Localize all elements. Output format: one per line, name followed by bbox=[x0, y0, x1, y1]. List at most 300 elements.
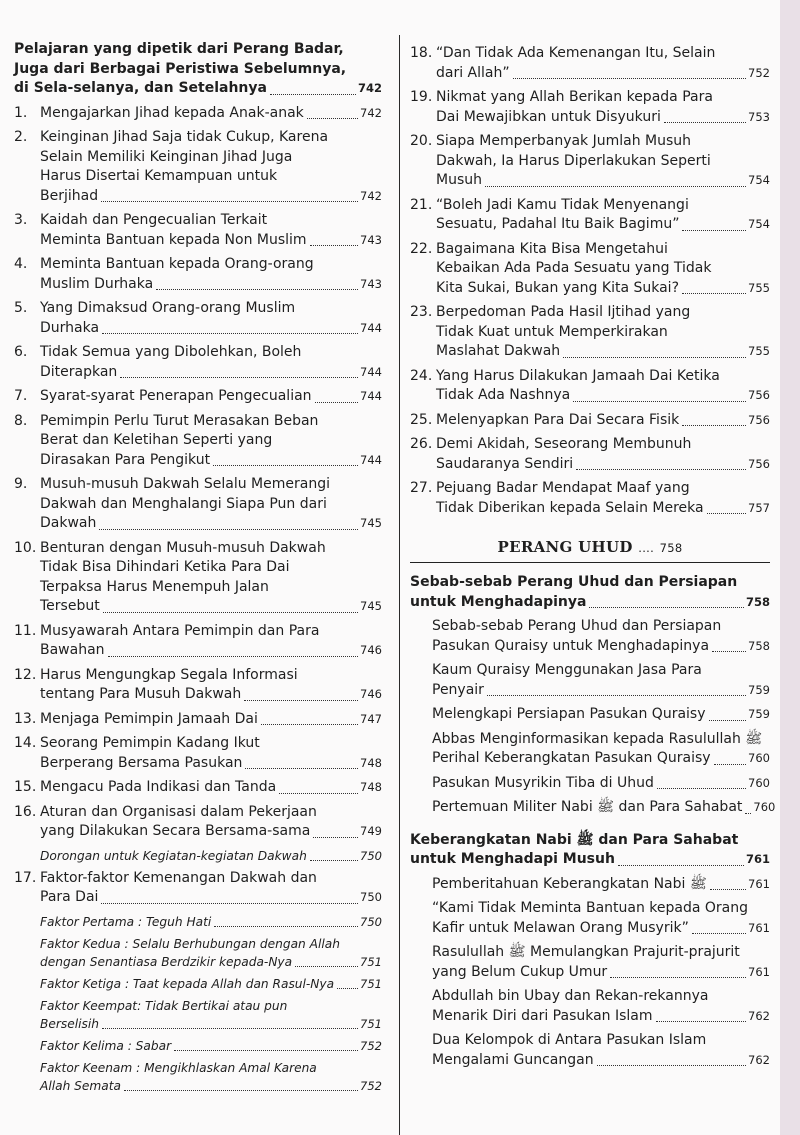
dot-leader bbox=[610, 977, 746, 978]
entry-body bbox=[432, 987, 770, 1026]
part-title-page: 758 bbox=[659, 541, 683, 555]
toc-entry[interactable] bbox=[14, 255, 382, 294]
entry-body bbox=[40, 935, 382, 971]
entry-title-line: Dakwah bbox=[40, 515, 97, 531]
dot-leader bbox=[315, 402, 359, 403]
entry-last-line bbox=[436, 215, 770, 235]
toc-entry[interactable] bbox=[14, 666, 382, 705]
entry-title-line: Perihal Keberangkatan Pasukan Quraisy bbox=[432, 750, 711, 766]
entry-body bbox=[40, 997, 382, 1033]
page-number: 746 bbox=[360, 643, 382, 657]
dot-leader bbox=[103, 612, 358, 613]
toc-entry[interactable] bbox=[410, 240, 770, 299]
entry-number: 3. bbox=[14, 212, 28, 228]
toc-entry[interactable] bbox=[432, 987, 770, 1026]
entry-title-line: Dirasakan Para Pengikut bbox=[40, 451, 211, 468]
entry-title-line: “Boleh Jadi Kamu Tidak Menyenangi bbox=[436, 196, 689, 213]
entry-body bbox=[410, 831, 770, 870]
toc-entry[interactable] bbox=[14, 412, 382, 471]
page-number: 750 bbox=[360, 890, 382, 904]
page-number: 744 bbox=[360, 452, 382, 467]
dot-leader bbox=[597, 1065, 746, 1066]
entry-last-line bbox=[436, 455, 770, 475]
toc-entry[interactable] bbox=[14, 128, 382, 206]
toc-entry[interactable] bbox=[14, 710, 382, 730]
dot-leader bbox=[108, 656, 359, 657]
entry-title-line: Tidak Semua yang Dibolehkan, Boleh bbox=[40, 344, 302, 360]
entry-number: 12. bbox=[14, 666, 37, 683]
entry-title-line: Allah Semata bbox=[40, 1078, 121, 1093]
entry-body bbox=[436, 240, 770, 299]
entry-number: 9. bbox=[14, 476, 28, 492]
entry-title-line: Tidak Kuat untuk Memperkirakan bbox=[436, 323, 668, 340]
toc-entry[interactable] bbox=[432, 705, 770, 725]
toc-entry[interactable] bbox=[432, 661, 770, 700]
entry-last-line bbox=[436, 279, 770, 299]
entry-body bbox=[432, 798, 775, 818]
dot-leader bbox=[307, 118, 358, 119]
entry-number: 5. bbox=[14, 300, 28, 316]
entry-last-line bbox=[40, 275, 382, 295]
page-number: 746 bbox=[360, 687, 382, 701]
entry-body bbox=[40, 869, 382, 908]
dot-leader bbox=[244, 700, 358, 701]
toc-entry[interactable] bbox=[14, 734, 382, 773]
dot-leader bbox=[710, 889, 746, 890]
dot-leader bbox=[337, 988, 358, 989]
toc-entry[interactable] bbox=[410, 44, 770, 83]
entry-title-line: Kebaikan Ada Pada Sesuatu yang Tidak bbox=[436, 260, 712, 276]
entry-last-line bbox=[436, 499, 770, 519]
entry-last-line bbox=[432, 919, 770, 939]
entry-title-line: Faktor Keenam : Mengikhlaskan Amal Karena bbox=[40, 1060, 317, 1075]
entry-number: 6. bbox=[14, 344, 28, 360]
entry-title-line: Tidak Bisa Dihindari Ketika Para Dai bbox=[40, 559, 290, 575]
dot-leader bbox=[310, 860, 358, 861]
entry-title-line: Siapa Memperbanyak Jumlah Musuh bbox=[436, 133, 692, 149]
toc-entry[interactable] bbox=[410, 573, 770, 612]
dot-leader bbox=[102, 333, 358, 334]
entry-body bbox=[436, 303, 770, 362]
entry-number: 15. bbox=[14, 779, 37, 795]
entry-title-line: Harus Mengungkap Segala Informasi bbox=[40, 666, 298, 683]
entry-title-line: yang Dilakukan Secara Bersama-sama bbox=[40, 823, 311, 839]
toc-entry[interactable] bbox=[432, 899, 770, 938]
entry-title-line: Muslim Durhaka bbox=[40, 275, 154, 292]
page-number: 754 bbox=[748, 217, 770, 231]
toc-entry[interactable] bbox=[40, 913, 382, 931]
page-number: 761 bbox=[748, 964, 770, 979]
entry-title-line: Pelajaran yang dipetik dari Perang Badar, bbox=[14, 41, 344, 57]
toc-entry[interactable] bbox=[14, 299, 382, 338]
entry-title-line: Diterapkan bbox=[40, 363, 118, 380]
entry-last-line bbox=[40, 641, 382, 661]
toc-entry[interactable] bbox=[40, 1059, 382, 1095]
toc-entry[interactable] bbox=[432, 875, 770, 895]
dot-leader bbox=[745, 813, 751, 814]
entry-title-line: Keinginan Jihad Saja tidak Cukup, Karena bbox=[40, 129, 329, 145]
toc-entry[interactable] bbox=[410, 479, 770, 518]
entry-title-line: Dai Mewajibkan untuk Disyukuri bbox=[436, 108, 661, 125]
entry-last-line bbox=[432, 681, 770, 701]
entry-last-line bbox=[432, 1051, 770, 1071]
dot-leader bbox=[682, 230, 746, 231]
entry-title-line: Selain Memiliki Keinginan Jihad Juga bbox=[40, 148, 293, 165]
entry-title-line: “Kami Tidak Meminta Bantuan kepada Orang bbox=[432, 900, 748, 916]
toc-entry[interactable] bbox=[410, 435, 770, 474]
entry-last-line bbox=[40, 754, 382, 774]
page-number: 760 bbox=[748, 751, 770, 765]
dot-leader bbox=[101, 201, 358, 202]
entry-body bbox=[14, 40, 382, 99]
entry-last-line bbox=[40, 1015, 382, 1033]
page-number: 750 bbox=[360, 914, 382, 929]
dot-leader bbox=[120, 377, 358, 378]
toc-entry[interactable] bbox=[410, 831, 770, 870]
entry-title-line: Kaidah dan Pengecualian Terkait bbox=[40, 212, 268, 228]
toc-entry[interactable] bbox=[14, 778, 382, 798]
entry-title-line: Mengacu Pada Indikasi dan Tanda bbox=[40, 779, 277, 795]
entry-last-line bbox=[40, 778, 382, 798]
entry-title-line: dari Allah” bbox=[436, 64, 510, 81]
entry-body bbox=[40, 299, 382, 338]
entry-title-line: Faktor Keempat: Tidak Bertikai atau pun bbox=[40, 998, 288, 1013]
dot-leader bbox=[664, 122, 746, 123]
entry-last-line bbox=[40, 710, 382, 730]
entry-title-line: Menjaga Pemimpin Jamaah Dai bbox=[40, 710, 258, 727]
entry-title-line: Tidak Ada Nashnya bbox=[436, 387, 571, 403]
entry-body bbox=[40, 913, 382, 931]
toc-entry[interactable] bbox=[14, 803, 382, 842]
dot-leader bbox=[279, 793, 358, 794]
page-number: 757 bbox=[748, 500, 770, 515]
dot-leader bbox=[214, 926, 358, 927]
toc-entry[interactable] bbox=[410, 303, 770, 362]
dot-leader bbox=[712, 651, 746, 652]
toc-entry[interactable] bbox=[410, 132, 770, 191]
toc-entry[interactable] bbox=[410, 196, 770, 235]
entry-number: 24. bbox=[410, 367, 433, 384]
entry-title-line: Pejuang Badar Mendapat Maaf yang bbox=[436, 480, 690, 496]
page-number: 742 bbox=[357, 81, 382, 95]
entry-title-line: Demi Akidah, Seseorang Membunuh bbox=[436, 436, 692, 452]
toc-entry[interactable] bbox=[410, 88, 770, 127]
page-number: 760 bbox=[753, 800, 776, 814]
toc-entry[interactable] bbox=[40, 997, 382, 1033]
toc-left-column bbox=[14, 40, 382, 1099]
toc-entry[interactable] bbox=[432, 774, 770, 794]
entry-number: 2. bbox=[14, 129, 28, 145]
entry-number: 4. bbox=[14, 256, 28, 272]
entry-last-line bbox=[40, 363, 382, 383]
entry-last-line bbox=[432, 875, 770, 895]
entry-title-line: Nikmat yang Allah Berikan kepada Para bbox=[436, 89, 713, 105]
page-number: 743 bbox=[360, 276, 382, 291]
entry-body bbox=[40, 778, 382, 798]
entry-title-line: Berpedoman Pada Hasil Ijtihad yang bbox=[436, 304, 691, 320]
toc-entry[interactable] bbox=[40, 1037, 382, 1055]
entry-title-line: untuk Menghadapinya bbox=[410, 593, 587, 610]
entry-last-line bbox=[432, 749, 770, 769]
dot-leader bbox=[156, 289, 358, 290]
dot-leader bbox=[576, 469, 746, 470]
entry-body bbox=[410, 573, 770, 612]
entry-title-line: Yang Harus Dilakukan Jamaah Dai Ketika bbox=[436, 367, 720, 384]
entry-title-line: Pemimpin Perlu Turut Merasakan Beban bbox=[40, 412, 319, 429]
entry-last-line bbox=[40, 319, 382, 339]
entry-last-line bbox=[432, 637, 770, 657]
entry-last-line bbox=[40, 847, 382, 865]
entry-title-line: Musuh bbox=[436, 172, 482, 188]
entry-title-line: Meminta Bantuan kepada Non Muslim bbox=[40, 231, 307, 248]
entry-last-line bbox=[40, 231, 382, 251]
entry-body bbox=[40, 211, 382, 250]
entry-number: 27. bbox=[410, 480, 433, 496]
toc-entry[interactable] bbox=[14, 104, 382, 124]
entry-title-line: Syarat-syarat Penerapan Pengecualian bbox=[40, 388, 312, 404]
dot-leader bbox=[310, 245, 358, 246]
entry-body bbox=[40, 847, 382, 865]
page-number: 752 bbox=[748, 65, 770, 80]
toc-entry[interactable] bbox=[432, 617, 770, 656]
entry-body bbox=[436, 88, 770, 127]
entry-last-line bbox=[40, 597, 382, 617]
entry-last-line bbox=[432, 705, 770, 725]
entry-body bbox=[40, 387, 382, 407]
toc-entry[interactable] bbox=[40, 975, 382, 993]
entry-title-line: Pasukan Quraisy untuk Menghadapinya bbox=[432, 637, 710, 654]
entry-last-line bbox=[40, 187, 382, 207]
entry-last-line bbox=[436, 171, 770, 191]
entry-number: 26. bbox=[410, 436, 433, 452]
dot-leader bbox=[657, 788, 746, 789]
entry-body bbox=[40, 975, 382, 993]
entry-title-line: Abdullah bin Ubay dan Rekan-rekannya bbox=[432, 988, 709, 1004]
entry-title-line: Seorang Pemimpin Kadang Ikut bbox=[40, 735, 260, 751]
entry-title-line: Bawahan bbox=[40, 642, 105, 658]
entry-body bbox=[432, 705, 770, 725]
toc-entry[interactable] bbox=[40, 935, 382, 971]
entry-body bbox=[432, 899, 770, 938]
page-number: 758 bbox=[748, 638, 770, 653]
page-number: 761 bbox=[748, 920, 770, 935]
entry-title-line: Musyawarah Antara Pemimpin dan Para bbox=[40, 622, 320, 639]
page-number: 745 bbox=[360, 516, 382, 530]
toc-entry[interactable] bbox=[14, 343, 382, 382]
entry-last-line bbox=[14, 79, 382, 99]
entry-title-line: Melengkapi Persiapan Pasukan Quraisy bbox=[432, 706, 706, 722]
entry-title-line: Faktor Kedua : Selalu Berhubungan dengan Allah bbox=[40, 936, 340, 951]
entry-last-line bbox=[40, 104, 382, 124]
entry-title-line: Juga dari Berbagai Peristiwa Sebelumnya, bbox=[14, 60, 347, 77]
page-number: 752 bbox=[360, 1038, 382, 1053]
entry-body bbox=[40, 622, 382, 661]
page-number: 759 bbox=[748, 707, 770, 721]
entry-title-line: Durhaka bbox=[40, 319, 100, 336]
entry-title-line: Harus Disertai Kemampuan untuk bbox=[40, 168, 278, 184]
dot-leader bbox=[213, 465, 358, 466]
dot-leader bbox=[245, 768, 358, 769]
page-number: 759 bbox=[748, 682, 770, 697]
toc-entry[interactable] bbox=[410, 411, 770, 431]
entry-title-line: Kita Sukai, Bukan yang Kita Sukai? bbox=[436, 279, 680, 296]
dot-leader bbox=[174, 1050, 358, 1051]
entry-last-line bbox=[40, 975, 382, 993]
entry-body bbox=[40, 475, 382, 534]
entry-number: 13. bbox=[14, 710, 37, 727]
toc-entry[interactable] bbox=[40, 847, 382, 865]
entry-last-line bbox=[40, 953, 382, 971]
toc-entry[interactable] bbox=[14, 475, 382, 534]
toc-entry[interactable] bbox=[432, 798, 776, 818]
entry-body bbox=[432, 774, 770, 794]
entry-title-line: Keberangkatan Nabi ﷺ dan Para Sahabat bbox=[410, 831, 739, 848]
entry-last-line bbox=[436, 386, 770, 406]
toc-entry[interactable] bbox=[432, 730, 770, 769]
entry-number: 16. bbox=[14, 803, 37, 820]
entry-number: 11. bbox=[14, 622, 37, 639]
dot-leader bbox=[714, 764, 747, 765]
entry-title-line: Sesuatu, Padahal Itu Baik Bagimu” bbox=[436, 216, 680, 232]
entry-title-line: Berperang Bersama Pasukan bbox=[40, 754, 243, 771]
dot-leader bbox=[270, 94, 356, 95]
entry-title-line: Menarik Diri dari Pasukan Islam bbox=[432, 1007, 653, 1024]
dot-leader bbox=[487, 695, 746, 696]
entry-last-line bbox=[40, 1077, 382, 1095]
toc-entry[interactable] bbox=[14, 539, 382, 617]
entry-last-line bbox=[40, 888, 382, 908]
page-number: 742 bbox=[360, 188, 382, 203]
page-number: 753 bbox=[748, 109, 770, 124]
entry-last-line bbox=[432, 963, 770, 983]
entry-body bbox=[436, 411, 770, 431]
dot-leader bbox=[261, 724, 358, 725]
page-number: 751 bbox=[360, 976, 382, 991]
page-number: 761 bbox=[745, 852, 770, 866]
entry-body bbox=[436, 196, 770, 235]
page-number: 756 bbox=[748, 456, 770, 471]
part-title bbox=[410, 538, 770, 556]
entry-number: 22. bbox=[410, 240, 433, 257]
entry-last-line bbox=[436, 342, 770, 362]
entry-last-line bbox=[432, 1007, 770, 1027]
entry-body bbox=[40, 539, 382, 617]
entry-body bbox=[432, 617, 770, 656]
entry-number: 20. bbox=[410, 133, 433, 149]
dot-leader bbox=[589, 607, 744, 608]
page-number: 762 bbox=[748, 1008, 770, 1023]
entry-last-line bbox=[40, 822, 382, 842]
toc-entry[interactable] bbox=[14, 40, 382, 99]
entry-number: 23. bbox=[410, 304, 433, 320]
dot-leader bbox=[124, 1090, 358, 1091]
toc-entry[interactable] bbox=[14, 869, 382, 908]
toc-entry[interactable] bbox=[432, 1031, 770, 1070]
entry-body bbox=[40, 1059, 382, 1095]
page-number: 743 bbox=[360, 232, 382, 247]
entry-body bbox=[432, 661, 770, 700]
part-title-dots: .... bbox=[638, 541, 655, 555]
entry-title-line: Aturan dan Organisasi dalam Pekerjaan bbox=[40, 803, 317, 820]
dot-leader bbox=[682, 293, 746, 294]
toc-entry[interactable] bbox=[410, 367, 770, 406]
entry-last-line bbox=[40, 451, 382, 471]
entry-title-line: Faktor Ketiga : Taat kepada Allah dan Rasul-Nya bbox=[40, 976, 335, 991]
entry-number: 19. bbox=[410, 89, 433, 105]
dot-leader bbox=[513, 78, 746, 79]
entry-title-line: Dorongan untuk Kegiatan-kegiatan Dakwah bbox=[40, 848, 307, 863]
dot-leader bbox=[99, 529, 358, 530]
dot-leader bbox=[295, 966, 358, 967]
dot-leader bbox=[656, 1021, 747, 1022]
entry-body bbox=[40, 255, 382, 294]
page-number: 750 bbox=[360, 848, 382, 863]
toc-entry[interactable] bbox=[14, 211, 382, 250]
page-number: 756 bbox=[748, 388, 770, 402]
toc-right-top-list bbox=[410, 44, 770, 518]
entry-number: 8. bbox=[14, 412, 28, 429]
entry-title-line: untuk Menghadapi Musuh bbox=[410, 851, 615, 867]
entry-title-line: Sebab-sebab Perang Uhud dan Persiapan bbox=[432, 618, 722, 634]
entry-body bbox=[436, 132, 770, 191]
entry-number: 21. bbox=[410, 196, 433, 213]
toc-entry[interactable] bbox=[14, 622, 382, 661]
entry-last-line bbox=[40, 913, 382, 931]
entry-last-line bbox=[40, 1037, 382, 1055]
entry-number: 25. bbox=[410, 411, 433, 428]
entry-body bbox=[436, 435, 770, 474]
entry-title-line: Musuh-musuh Dakwah Selalu Memerangi bbox=[40, 476, 330, 492]
page-number: 762 bbox=[748, 1052, 770, 1067]
entry-body bbox=[436, 479, 770, 518]
entry-title-line: Rasulullah ﷺ Memulangkan Prajurit-prajurit bbox=[432, 944, 740, 960]
entry-title-line: Tersebut bbox=[40, 598, 100, 614]
dot-leader bbox=[102, 1028, 358, 1029]
page-number: 756 bbox=[748, 412, 770, 427]
entry-body bbox=[40, 803, 382, 842]
entry-last-line bbox=[432, 798, 775, 818]
page-number: 745 bbox=[360, 599, 382, 613]
entry-last-line bbox=[436, 108, 770, 128]
page-number: 752 bbox=[360, 1078, 382, 1093]
page-number: 754 bbox=[748, 173, 770, 187]
entry-title-line: Berselisih bbox=[40, 1016, 99, 1031]
dot-leader bbox=[707, 513, 746, 514]
entry-body bbox=[432, 875, 770, 895]
entry-title-line: Meminta Bantuan kepada Orang-orang bbox=[40, 256, 314, 272]
entry-title-line: Penyair bbox=[432, 681, 484, 698]
dot-leader bbox=[709, 720, 747, 721]
entry-last-line bbox=[436, 411, 770, 431]
toc-entry[interactable] bbox=[432, 943, 770, 982]
page-number: 744 bbox=[360, 389, 382, 403]
page-number: 761 bbox=[748, 876, 770, 891]
page-number: 747 bbox=[360, 711, 382, 726]
entry-number: 7. bbox=[14, 388, 28, 404]
entry-number: 17. bbox=[14, 869, 37, 886]
entry-title-line: Pemberitahuan Keberangkatan Nabi ﷺ bbox=[432, 875, 707, 892]
entry-title-line: Dakwah dan Menghalangi Siapa Pun dari bbox=[40, 495, 327, 512]
entry-title-line: Terpaksa Harus Menempuh Jalan bbox=[40, 578, 269, 595]
page-number: 760 bbox=[748, 775, 770, 790]
toc-entry[interactable] bbox=[14, 387, 382, 407]
entry-title-line: Dakwah, Ia Harus Diperlakukan Seperti bbox=[436, 152, 711, 169]
entry-last-line bbox=[410, 593, 770, 613]
entry-title-line: Dua Kelompok di Antara Pasukan Islam bbox=[432, 1032, 707, 1048]
entry-number: 1. bbox=[14, 104, 28, 121]
entry-title-line: Benturan dengan Musuh-musuh Dakwah bbox=[40, 539, 326, 556]
entry-last-line bbox=[40, 387, 382, 407]
